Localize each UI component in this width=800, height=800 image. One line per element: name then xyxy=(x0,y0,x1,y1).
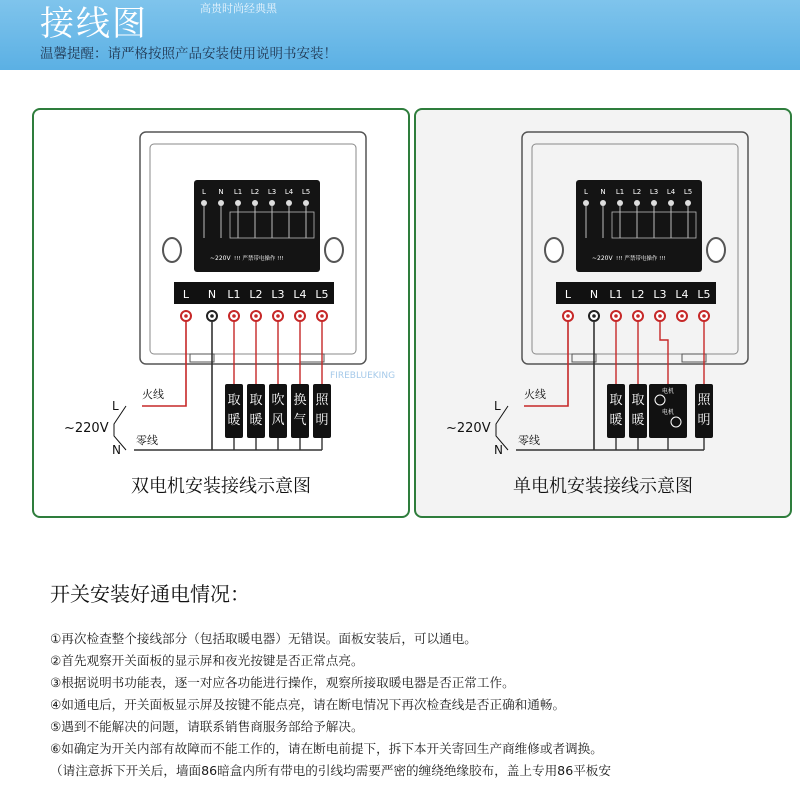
instruction-step: （请注意拆下开关后，墙面86暗盒内所有带电的引线均需要严密的缠绕绝缘胶布，盖上专用86平板安 xyxy=(50,763,611,778)
screen-note: !!! 严禁带电操作 !!! xyxy=(234,256,284,262)
load-label: 明 xyxy=(315,413,329,428)
screen-terminal-dot xyxy=(303,200,309,206)
terminal-screw-center xyxy=(702,314,706,318)
plate-bracket xyxy=(300,354,324,362)
instruction-step: ⑥如确定为开关内部有故障而不能工作的，请在断电前提下，拆下本开关寄回生产商维修或者调换。 xyxy=(50,741,603,756)
screen-voltage: ~220V xyxy=(592,255,613,262)
load-label: 取 xyxy=(609,393,623,408)
mounting-hole xyxy=(545,238,563,262)
load-label: 取 xyxy=(227,393,241,408)
header-title: 接线图 xyxy=(40,4,148,44)
screen-terminal-label: L1 xyxy=(615,188,625,196)
terminal-label: N xyxy=(207,288,217,301)
terminal-label: L1 xyxy=(609,288,623,301)
load-label: 气 xyxy=(293,413,307,428)
terminal-label: L5 xyxy=(315,288,329,301)
live-label: 火线 xyxy=(142,388,164,401)
terminal-screw-center xyxy=(658,314,662,318)
screen-terminal-label: N xyxy=(218,188,224,196)
diagram-panel-single-motor xyxy=(414,108,792,518)
header-subtitle: 高贵时尚经典黑 xyxy=(200,2,277,15)
voltage-label: ~220V xyxy=(64,421,109,436)
load-label: 暖 xyxy=(609,413,623,428)
wiring-diagram-single-motor xyxy=(416,110,790,516)
instruction-step: ②首先观察开关面板的显示屏和夜光按键是否正常点亮。 xyxy=(50,653,364,668)
terminal-screw-center xyxy=(298,314,302,318)
screen-terminal-label: L2 xyxy=(632,188,642,196)
screen-terminal-dot xyxy=(685,200,691,206)
instruction-step: ①再次检查整个接线部分（包括取暖电器）无错误。面板安装后，可以通电。 xyxy=(50,631,477,646)
screen-terminal-label: N xyxy=(600,188,606,196)
terminal-label: L4 xyxy=(675,288,689,301)
screen-terminal-dot xyxy=(252,200,258,206)
motor-label: 电机 xyxy=(661,388,675,395)
terminal-screw-center xyxy=(184,314,188,318)
screen-terminal-dot xyxy=(634,200,640,206)
screen-terminal-dot xyxy=(600,200,606,206)
screen-terminal-label: L2 xyxy=(250,188,260,196)
screen-terminal-label: L xyxy=(202,188,206,196)
screen-terminal-dot xyxy=(286,200,292,206)
terminal-screw-center xyxy=(614,314,618,318)
screen-voltage: ~220V xyxy=(210,255,231,262)
screen-terminal-dot xyxy=(201,200,207,206)
terminal-label: N xyxy=(589,288,599,301)
terminal-label: L xyxy=(182,288,190,301)
screen-note: !!! 严禁带电操作 !!! xyxy=(616,256,666,262)
load-label: 暖 xyxy=(249,413,263,428)
terminal-screw-center xyxy=(276,314,280,318)
terminal-screw-center xyxy=(232,314,236,318)
screen-terminal-label: L4 xyxy=(666,188,676,196)
terminal-screw-center xyxy=(254,314,258,318)
screen-terminal-label: L4 xyxy=(284,188,294,196)
terminal-screw-center xyxy=(592,314,596,318)
load-label: 明 xyxy=(697,413,711,428)
screen-terminal-dot xyxy=(583,200,589,206)
instruction-step: ⑤遇到不能解决的问题，请联系销售商服务部给予解决。 xyxy=(50,719,364,734)
terminal-screw-center xyxy=(636,314,640,318)
notice-text: 温馨提醒：请严格按照产品安装使用说明书安装！ xyxy=(40,46,337,62)
screen-terminal-label: L1 xyxy=(233,188,243,196)
diagram-caption: 双电机安装接线示意图 xyxy=(131,476,311,497)
section-title: 开关安装好通电情况： xyxy=(50,582,250,606)
terminal-label: L1 xyxy=(227,288,241,301)
load-label: 取 xyxy=(631,393,645,408)
terminal-label: L3 xyxy=(271,288,285,301)
voltage-label: ~220V xyxy=(446,421,491,436)
load-label: 暖 xyxy=(227,413,241,428)
terminal-label: L5 xyxy=(697,288,711,301)
header-banner xyxy=(0,0,800,70)
terminal-screw-center xyxy=(210,314,214,318)
neutral-label: 零线 xyxy=(518,434,540,447)
load-label: 取 xyxy=(249,393,263,408)
screen-terminal-label: L xyxy=(584,188,588,196)
screen-terminal-label: L5 xyxy=(683,188,693,196)
instruction-step: ③根据说明书功能表，逐一对应各功能进行操作，观察所接取暖电器是否正常工作。 xyxy=(50,675,515,690)
neutral-letter: N xyxy=(494,443,503,457)
diagram-caption: 单电机安装接线示意图 xyxy=(513,476,693,497)
plate-bracket xyxy=(682,354,706,362)
live-letter: L xyxy=(494,399,501,413)
load-wire xyxy=(660,321,668,384)
diagram-panel-dual-motor xyxy=(32,108,410,518)
screen-terminal-dot xyxy=(235,200,241,206)
motor-label: 电机 xyxy=(661,409,675,416)
screen-terminal-dot xyxy=(651,200,657,206)
load-label: 照 xyxy=(315,393,329,408)
terminal-label: L4 xyxy=(293,288,307,301)
load-label: 吹 xyxy=(271,393,285,408)
mounting-hole xyxy=(707,238,725,262)
mounting-hole xyxy=(163,238,181,262)
screen-terminal-dot xyxy=(668,200,674,206)
terminal-screw-center xyxy=(320,314,324,318)
plate-bracket xyxy=(190,354,214,362)
wiring-diagram-dual-motor xyxy=(34,110,408,516)
load-label: 风 xyxy=(271,413,285,428)
screen-terminal-label: L3 xyxy=(649,188,659,196)
instruction-step: ④如通电后，开关面板显示屏及按键不能点亮，请在断电情况下再次检查线是否正确和通畅。 xyxy=(50,697,566,712)
terminal-screw-center xyxy=(680,314,684,318)
terminal-screw-center xyxy=(566,314,570,318)
watermark: FIREBLUEKING xyxy=(330,371,396,381)
live-letter: L xyxy=(112,399,119,413)
load-label: 换 xyxy=(293,393,307,408)
terminal-label: L xyxy=(564,288,572,301)
load-label: 照 xyxy=(697,393,711,408)
screen-terminal-dot xyxy=(218,200,224,206)
terminal-label: L2 xyxy=(631,288,645,301)
screen-terminal-dot xyxy=(617,200,623,206)
screen-terminal-dot xyxy=(269,200,275,206)
load-label: 暖 xyxy=(631,413,645,428)
live-label: 火线 xyxy=(524,388,546,401)
instruction-list xyxy=(50,628,795,782)
terminal-label: L3 xyxy=(653,288,667,301)
terminal-label: L2 xyxy=(249,288,263,301)
screen-terminal-label: L5 xyxy=(301,188,311,196)
screen-terminal-label: L3 xyxy=(267,188,277,196)
neutral-letter: N xyxy=(112,443,121,457)
plate-bracket xyxy=(572,354,596,362)
mounting-hole xyxy=(325,238,343,262)
neutral-label: 零线 xyxy=(136,434,158,447)
